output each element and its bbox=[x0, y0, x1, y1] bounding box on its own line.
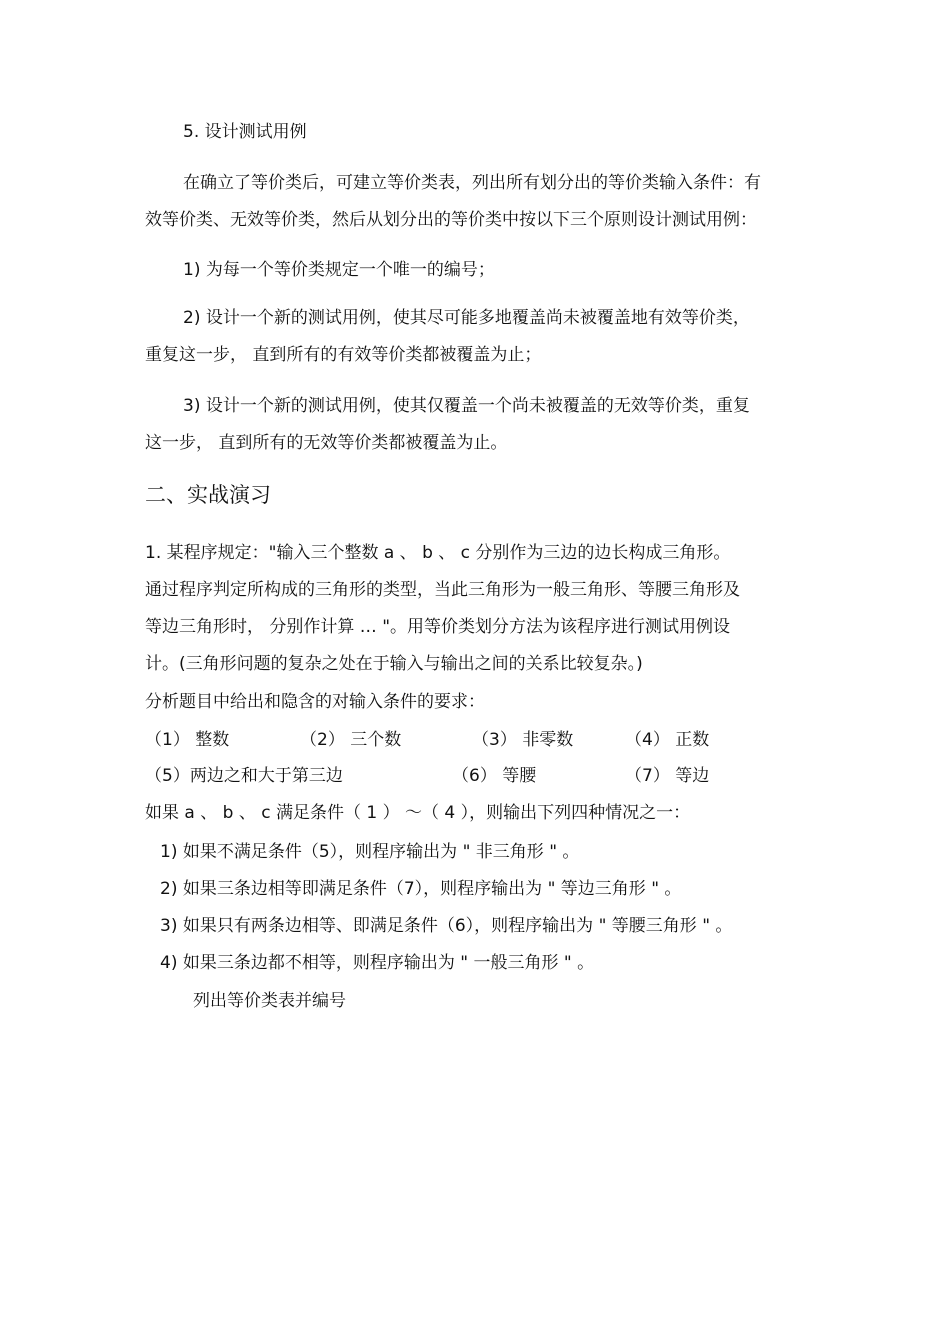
problem-line: 计。(三角形问题的复杂之处在于输入与输出之间的关系比较复杂。) bbox=[145, 654, 643, 674]
problem-line: 等边三角形时， 分别作计算 … "。用等价类划分方法为该程序进行测试用例设 bbox=[145, 617, 731, 637]
condition-6: （6） 等腰 bbox=[452, 766, 537, 786]
condition-5: （5）两边之和大于第三边 bbox=[145, 766, 343, 786]
rule-3-line: 3) 设计一个新的测试用例，使其仅覆盖一个尚未被覆盖的无效等价类，重复 bbox=[183, 396, 750, 416]
outcome-2: 2) 如果三条边相等即满足条件（7），则程序输出为 " 等边三角形 " 。 bbox=[160, 879, 682, 899]
section-heading-design-test-cases: 5. 设计测试用例 bbox=[183, 122, 307, 142]
section-heading-practice: 二、实战演习 bbox=[145, 483, 271, 507]
condition-7: （7） 等边 bbox=[625, 766, 710, 786]
rule-2-line: 重复这一步， 直到所有的有效等价类都被覆盖为止； bbox=[145, 345, 542, 365]
outcome-3: 3) 如果只有两条边相等、即满足条件（6），则程序输出为 " 等腰三角形 " 。 bbox=[160, 916, 733, 936]
condition-1: （1） 整数 bbox=[145, 730, 230, 750]
outcome-1: 1) 如果不满足条件（5），则程序输出为 " 非三角形 " 。 bbox=[160, 842, 580, 862]
rule-1: 1) 为每一个等价类规定一个唯一的编号； bbox=[183, 260, 495, 280]
analysis-line: 分析题目中给出和隐含的对输入条件的要求： bbox=[145, 692, 485, 712]
condition-3: （3） 非零数 bbox=[472, 730, 574, 750]
if-conditions-line: 如果 a 、 b 、 c 满足条件（ 1 ） ～（ 4 ），则输出下列四种情况之一： bbox=[145, 803, 691, 823]
condition-4: （4） 正数 bbox=[625, 730, 710, 750]
rule-3-line: 这一步， 直到所有的无效等价类都被覆盖为止。 bbox=[145, 433, 508, 453]
problem-line: 通过程序判定所构成的三角形的类型，当此三角形为一般三角形、等腰三角形及 bbox=[145, 580, 740, 600]
problem-line: 1. 某程序规定："输入三个整数 a 、 b 、 c 分别作为三边的边长构成三角形。 bbox=[145, 543, 731, 563]
list-equivalence-table-label: 列出等价类表并编号 bbox=[193, 991, 346, 1011]
condition-2: （2） 三个数 bbox=[300, 730, 402, 750]
outcome-4: 4) 如果三条边都不相等，则程序输出为 " 一般三角形 " 。 bbox=[160, 953, 595, 973]
paragraph-line: 效等价类、无效等价类，然后从划分出的等价类中按以下三个原则设计测试用例： bbox=[145, 210, 757, 230]
paragraph-line: 在确立了等价类后，可建立等价类表，列出所有划分出的等价类输入条件：有 bbox=[183, 173, 761, 193]
rule-2-line: 2) 设计一个新的测试用例，使其尽可能多地覆盖尚未被覆盖地有效等价类， bbox=[183, 308, 750, 328]
